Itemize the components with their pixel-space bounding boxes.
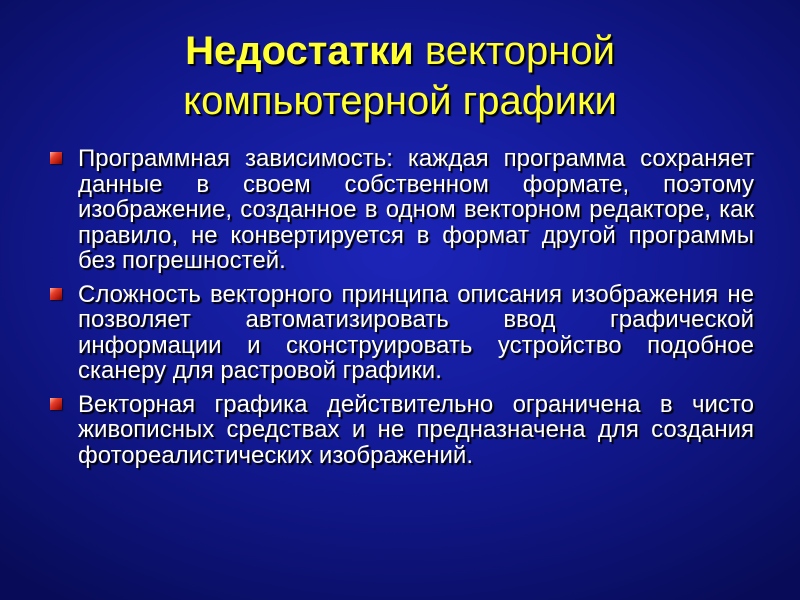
slide-title-rest: векторной bbox=[413, 29, 615, 73]
square-bullet-icon bbox=[50, 288, 62, 300]
slide-title-bold: Недостатки bbox=[185, 29, 414, 73]
bullet-text: Векторная графика действительно ограничена в чисто живописных средствах и не предназначена для создания фотореалистических изображений. bbox=[78, 390, 754, 469]
bullet-text: Программная зависимость: каждая программа сохраняет данные в своем собственном формате, поэтому изображение, созданное в одном векторном редакторе, как правило, не конвертируется в формат другой программы без погрешностей. bbox=[78, 145, 754, 274]
bullet-item bbox=[48, 392, 754, 469]
bullet-list bbox=[48, 146, 754, 476]
square-bullet-icon bbox=[50, 398, 62, 410]
bullet-item bbox=[48, 282, 754, 384]
slide-title bbox=[60, 26, 740, 126]
slide-title-line2: компьютерной графики bbox=[183, 79, 617, 123]
bullet-item bbox=[48, 146, 754, 274]
bullet-text: Сложность векторного принципа описания изображения не позволяет автоматизировать ввод графической информации и сконструировать устройство подобное сканеру для растровой графики. bbox=[78, 280, 754, 384]
square-bullet-icon bbox=[50, 152, 62, 164]
